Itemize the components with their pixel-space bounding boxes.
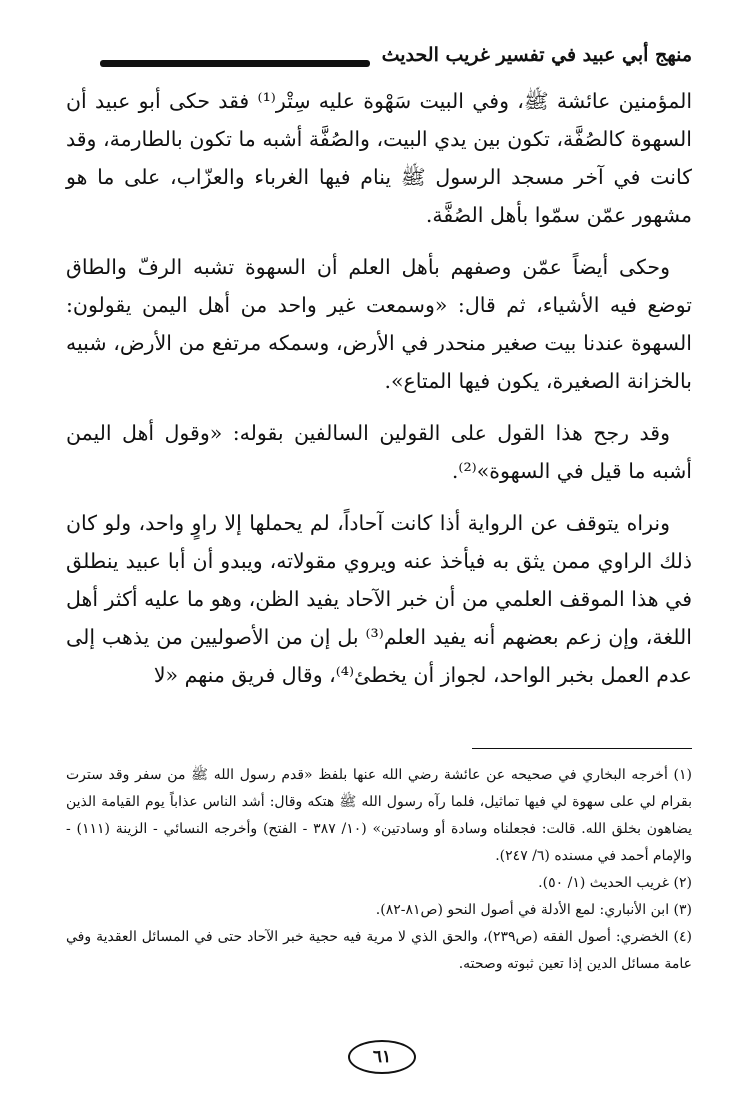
footnote-separator — [472, 748, 692, 749]
footnotes — [66, 762, 692, 978]
paragraph-3: وقد رجح هذا القول على القولين السالفين بقوله: «وقول أهل اليمن أشبه ما قيل في السهوة»⁽²⁾. — [66, 421, 692, 483]
footnote-4: (٤) الخضري: أصول الفقه (ص٢٣٩)، والحق الذي لا مرية فيه حجية خبر الآحاد حتى في المسائل العقدية وفي عامة مسائل الدين إذا تعين ثبوته وصحته. — [66, 929, 692, 972]
footnote-3: (٣) ابن الأنباري: لمع الأدلة في أصول النحو (ص٨١-٨٢). — [375, 902, 692, 918]
footnote-2: (٢) غريب الحديث (١/ ٥٠). — [538, 875, 692, 891]
paragraph-2: وحكى أيضاً عمّن وصفهم بأهل العلم أن السهوة تشبه الرفّ والطاق توضع فيه الأشياء، ثم قال: «وسمعت غير واحد من أهل اليمن يقولون: السهوة عندنا بيت صغير منحدر في الأرض، وسمكه مرتفع من الأرض، شبيه بالخزانة الصغيرة، يكون فيها المتاع». — [66, 255, 692, 393]
header-rule — [100, 60, 370, 67]
running-title: منهج أبي عبيد في تفسير غريب الحديث — [381, 44, 692, 66]
main-text — [66, 82, 692, 708]
paragraph-1: المؤمنين عائشة ﷺ، وفي البيت سَهْوة عليه سِتْر⁽¹⁾ فقد حكى أبو عبيد أن السهوة كالصُفَّة، تكون بين يدي البيت، والصُفَّة أشبه ما تكون بالطارمة، وقد كانت في آخر مسجد الرسول ﷺ ينام فيها الغرباء والعزّاب، على ما هو مشهور عمّن سمّوا بأهل الصُفَّة. — [66, 89, 693, 227]
paragraph-4: ونراه يتوقف عن الرواية أذا كانت آحاداً، لم يحملها إلا راوٍ واحد، ولو كان ذلك الراوي ممن يثق به فيأخذ عنه ويروي مقولاته، ويبدو أن أبا عبيد ينطلق في هذا الموقف العلمي من أن خبر الآحاد يفيد الظن، وهو ما عليه أكثر أهل اللغة، وإن زعم بعضهم أنه يفيد العلم⁽³⁾ بل إن من الأصوليين من يذهب إلى عدم العمل بخبر الواحد، لجواز أن يخطئ⁽⁴⁾، وقال فريق منهم «لا — [66, 511, 692, 687]
page-number: ٦١ — [348, 1040, 416, 1074]
footnote-1: (١) أخرجه البخاري في صحيحه عن عائشة رضي الله عنها بلفظ «قدم رسول الله ﷺ من سفر وقد سترت بقرام لي على سهوة لي فيها تماثيل، فلما رآه رسول الله ﷺ هتكه وقال: أشد الناس عذاباً يوم القيامة الذين يضاهون بخلق الله. قالت: فجعلناه وسادة أو وسادتين» (١٠/ ٣٨٧ - الفتح) وأخرجه النسائي - الزينة (١١١) - والإمام أحمد في مسنده (٦/ ٢٤٧). — [66, 767, 693, 864]
